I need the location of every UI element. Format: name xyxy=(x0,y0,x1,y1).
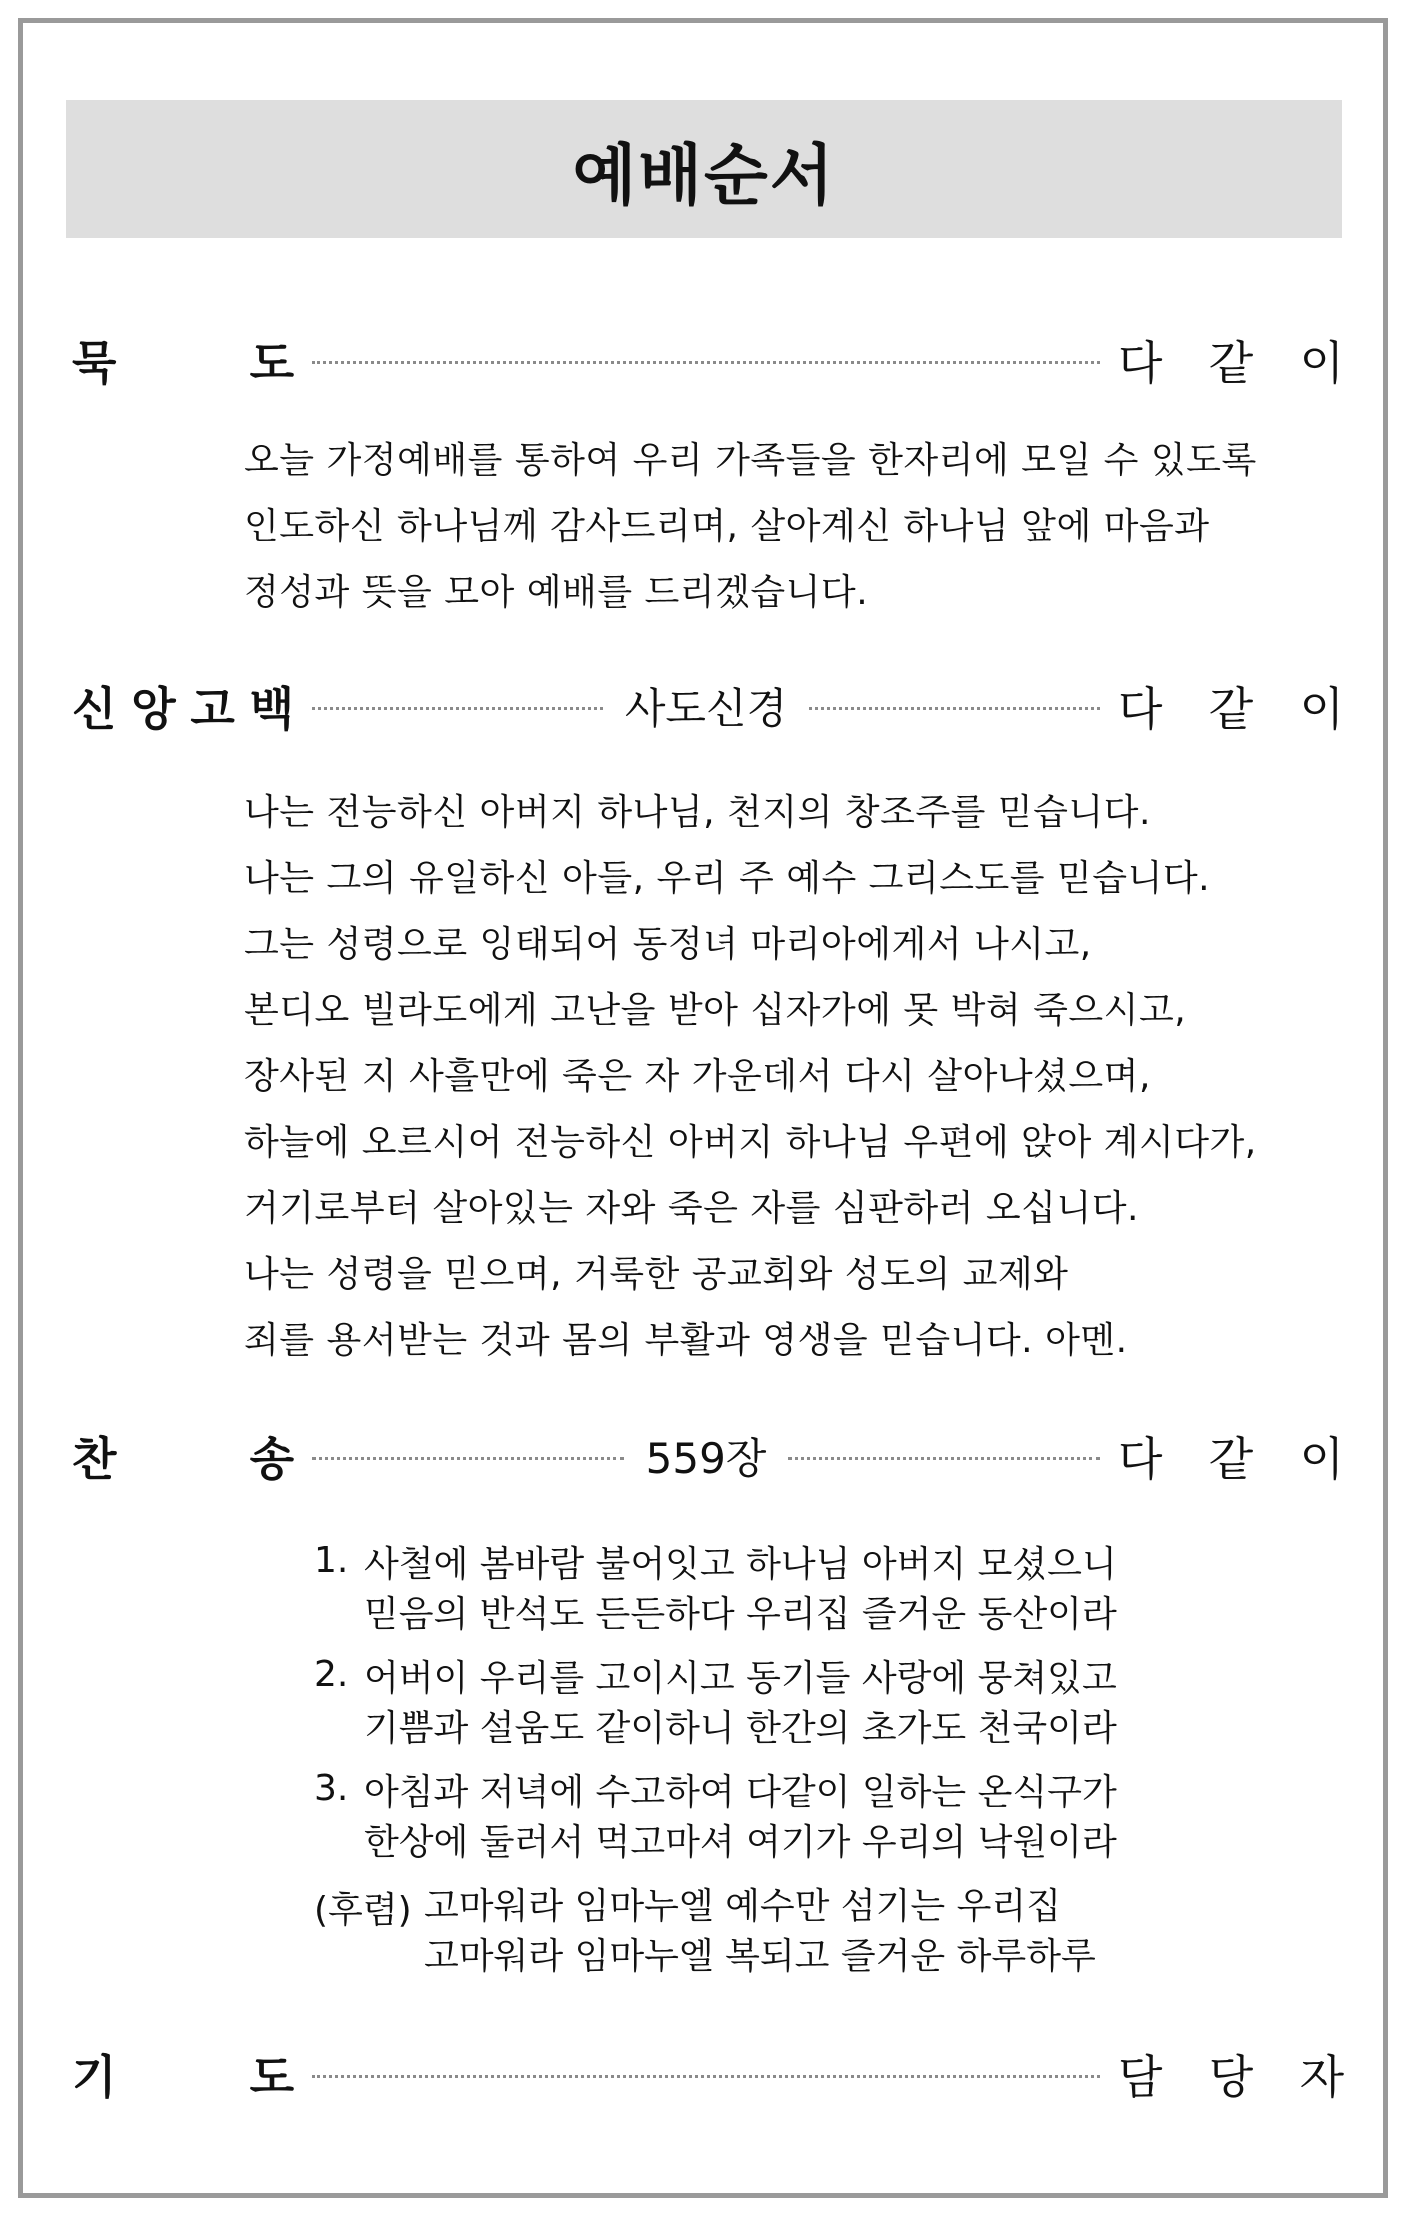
silent-prayer-label: 묵 도 xyxy=(72,336,294,390)
lyric-line: 한상에 둘러서 먹고마셔 여기가 우리의 낙원이라 xyxy=(364,1822,1117,1863)
prayer-row xyxy=(72,2044,1344,2104)
dotted-leader xyxy=(809,707,1100,710)
hymn-number: 559장 xyxy=(645,1434,767,1483)
lyric-line: 고마워라 임마누엘 복되고 즐거운 하루하루 xyxy=(424,1936,1096,1977)
page-title: 예배순서 xyxy=(572,136,836,214)
lyric-line: 사철에 봄바람 불어잇고 하나님 아버지 모셨으니 xyxy=(364,1544,1117,1585)
dotted-leader xyxy=(312,361,1100,364)
text-line: 나는 전능하신 아버지 하나님, 천지의 창조주를 믿습니다. xyxy=(244,792,1151,833)
prayer-label: 기 도 xyxy=(72,2050,294,2104)
text-line: 그는 성령으로 잉태되어 동정녀 마리아에게서 나시고, xyxy=(244,924,1092,965)
prayer-leader: 담 당 자 xyxy=(1118,2050,1344,2104)
lyric-line: 기쁨과 설움도 같이하니 한간의 초가도 천국이라 xyxy=(364,1708,1117,1749)
hymn-leader: 다 같 이 xyxy=(1118,1432,1344,1486)
silent-prayer-text xyxy=(244,428,1257,626)
verse-number: 1. xyxy=(314,1540,349,1581)
hymn-verse xyxy=(314,1768,1117,1868)
text-line: 인도하신 하나님께 감사드리며, 살아계신 하나님 앞에 마음과 xyxy=(244,506,1210,547)
text-line: 본디오 빌라도에게 고난을 받아 십자가에 못 박혀 죽으시고, xyxy=(244,990,1187,1031)
hymn-label: 찬 송 xyxy=(72,1432,294,1486)
verse-number: 2. xyxy=(314,1654,349,1695)
dotted-leader xyxy=(788,1457,1100,1460)
dotted-leader xyxy=(312,707,603,710)
text-line: 나는 그의 유일하신 아들, 우리 주 예수 그리스도를 믿습니다. xyxy=(244,858,1211,899)
lyric-line: 아침과 저녁에 수고하여 다같이 일하는 온식구가 xyxy=(364,1772,1117,1813)
lyric-line: 믿음의 반석도 든든하다 우리집 즐거운 동산이라 xyxy=(364,1594,1117,1635)
title-banner xyxy=(66,100,1342,238)
lyric-line: 어버이 우리를 고이시고 동기들 사랑에 뭉쳐있고 xyxy=(364,1658,1117,1699)
verse-number: 3. xyxy=(314,1768,349,1809)
silent-prayer-row xyxy=(72,330,1344,390)
text-line: 오늘 가정예배를 통하여 우리 가족들을 한자리에 모일 수 있도록 xyxy=(244,440,1257,481)
text-line: 장사된 지 사흘만에 죽은 자 가운데서 다시 살아나셨으며, xyxy=(244,1056,1151,1097)
text-line: 거기로부터 살아있는 자와 죽은 자를 심판하러 오십니다. xyxy=(244,1188,1139,1229)
creed-title: 사도신경 xyxy=(624,684,788,733)
dotted-leader xyxy=(312,2075,1100,2078)
hymn-lyrics xyxy=(314,1540,1117,1982)
creed-label: 신 앙 고 백 xyxy=(72,682,294,736)
hymn-refrain xyxy=(314,1882,1117,1982)
text-line: 정성과 뜻을 모아 예배를 드리겠습니다. xyxy=(244,572,869,613)
text-line: 하늘에 오르시어 전능하신 아버지 하나님 우편에 앉아 계시다가, xyxy=(244,1122,1257,1163)
silent-prayer-leader: 다 같 이 xyxy=(1118,336,1344,390)
creed-row xyxy=(72,676,1344,736)
text-line: 죄를 용서받는 것과 몸의 부활과 영생을 믿습니다. 아멘. xyxy=(244,1320,1128,1361)
dotted-leader xyxy=(312,1457,624,1460)
refrain-label: (후렴) xyxy=(314,1890,412,1931)
hymn-verse xyxy=(314,1540,1117,1640)
hymn-row xyxy=(72,1426,1344,1486)
creed-leader: 다 같 이 xyxy=(1118,682,1345,736)
creed-text xyxy=(244,780,1257,1374)
text-line: 나는 성령을 믿으며, 거룩한 공교회와 성도의 교제와 xyxy=(244,1254,1069,1295)
lyric-line: 고마워라 임마누엘 예수만 섬기는 우리집 xyxy=(424,1886,1061,1927)
hymn-verse xyxy=(314,1654,1117,1754)
